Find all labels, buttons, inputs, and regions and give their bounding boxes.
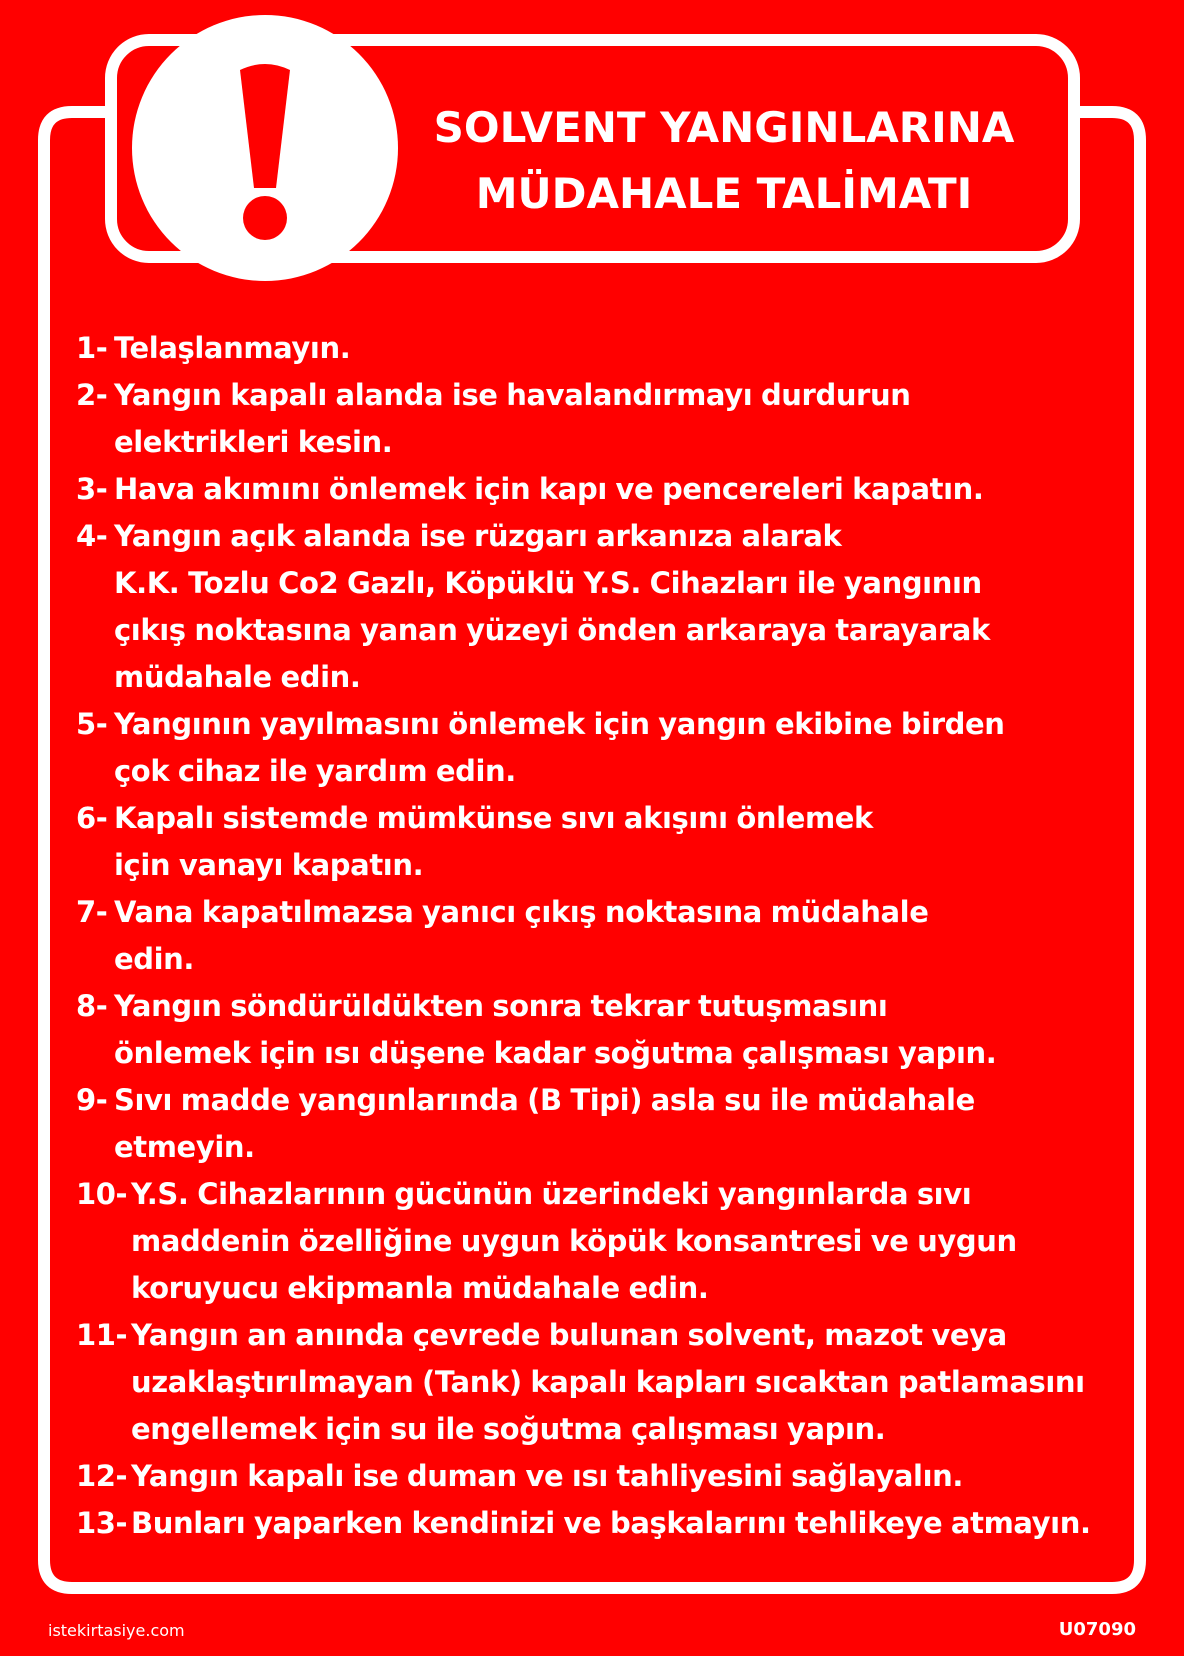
item-text: maddenin özelliğine uygun köpük konsantresi ve uygun bbox=[131, 1224, 1017, 1258]
instruction-item bbox=[76, 513, 1146, 701]
item-text: Vana kapatılmazsa yanıcı çıkış noktasına müdahale bbox=[114, 895, 929, 929]
instruction-item bbox=[76, 1312, 1146, 1453]
item-text: Bunları yaparken kendinizi ve başkalarını tehlikeye atmayın. bbox=[131, 1506, 1091, 1540]
item-text: Y.S. Cihazlarının gücünün üzerindeki yangınlarda sıvı bbox=[131, 1177, 972, 1211]
title-line-1: SOLVENT YANGINLARINA bbox=[433, 103, 1015, 152]
item-text: müdahale edin. bbox=[114, 660, 361, 694]
item-text: edin. bbox=[114, 942, 195, 976]
item-text: Yangın kapalı alanda ise havalandırmayı durdurun bbox=[114, 378, 911, 412]
instruction-item bbox=[76, 466, 1146, 513]
item-number: 10- bbox=[76, 1177, 128, 1211]
instruction-list bbox=[76, 325, 1146, 1547]
item-text: Yangın söndürüldükten sonra tekrar tutuşmasını bbox=[114, 989, 888, 1023]
instruction-item bbox=[76, 1500, 1146, 1547]
item-text: için vanayı kapatın. bbox=[114, 848, 424, 882]
item-number: 1- bbox=[76, 331, 108, 365]
exclamation-icon bbox=[132, 15, 398, 281]
item-text: Yangın an anında çevrede bulunan solvent, mazot veya bbox=[131, 1318, 1007, 1352]
item-number: 8- bbox=[76, 989, 108, 1023]
instruction-item bbox=[76, 325, 1146, 372]
item-text: K.K. Tozlu Co2 Gazlı, Köpüklü Y.S. Cihazları ile yangının bbox=[114, 566, 982, 600]
footer-website: istekirtasiye.com bbox=[48, 1621, 185, 1640]
item-number: 2- bbox=[76, 378, 108, 412]
item-text: çok cihaz ile yardım edin. bbox=[114, 754, 516, 788]
item-text: önlemek için ısı düşene kadar soğutma çalışması yapın. bbox=[114, 1036, 997, 1070]
item-number: 9- bbox=[76, 1083, 108, 1117]
item-number: 13- bbox=[76, 1506, 128, 1540]
instruction-item bbox=[76, 795, 1146, 889]
item-text: etmeyin. bbox=[114, 1130, 255, 1164]
instruction-item bbox=[76, 983, 1146, 1077]
item-number: 6- bbox=[76, 801, 108, 835]
instruction-item bbox=[76, 1077, 1146, 1171]
item-text: elektrikleri kesin. bbox=[114, 425, 393, 459]
item-text: Telaşlanmayın. bbox=[114, 331, 351, 365]
footer-product-code: U07090 bbox=[1058, 1619, 1136, 1640]
item-text: Yangın kapalı ise duman ve ısı tahliyesini sağlayalın. bbox=[131, 1459, 963, 1493]
sign-title bbox=[420, 95, 1028, 227]
instruction-item bbox=[76, 372, 1146, 466]
item-number: 11- bbox=[76, 1318, 128, 1352]
item-text: Kapalı sistemde mümkünse sıvı akışını önlemek bbox=[114, 801, 873, 835]
title-line-2: MÜDAHALE TALİMATI bbox=[475, 169, 973, 218]
instruction-item bbox=[76, 701, 1146, 795]
item-text: Yangın açık alanda ise rüzgarı arkanıza alarak bbox=[114, 519, 842, 553]
item-number: 4- bbox=[76, 519, 108, 553]
instruction-item bbox=[76, 889, 1146, 983]
instruction-item bbox=[76, 1453, 1146, 1500]
item-number: 3- bbox=[76, 472, 108, 506]
item-text: uzaklaştırılmayan (Tank) kapalı kapları sıcaktan patlamasını bbox=[131, 1365, 1085, 1399]
item-text: Sıvı madde yangınlarında (B Tipi) asla su ile müdahale bbox=[114, 1083, 975, 1117]
item-text: Hava akımını önlemek için kapı ve pencereleri kapatın. bbox=[114, 472, 984, 506]
item-text: çıkış noktasına yanan yüzeyi önden arkaraya tarayarak bbox=[114, 613, 990, 647]
item-number: 12- bbox=[76, 1459, 128, 1493]
item-text: koruyucu ekipmanla müdahale edin. bbox=[131, 1271, 709, 1305]
item-text: Yangının yayılmasını önlemek için yangın ekibine birden bbox=[114, 707, 1005, 741]
item-text: engellemek için su ile soğutma çalışması yapın. bbox=[131, 1412, 886, 1446]
item-number: 7- bbox=[76, 895, 108, 929]
instruction-item bbox=[76, 1171, 1146, 1312]
item-number: 5- bbox=[76, 707, 108, 741]
